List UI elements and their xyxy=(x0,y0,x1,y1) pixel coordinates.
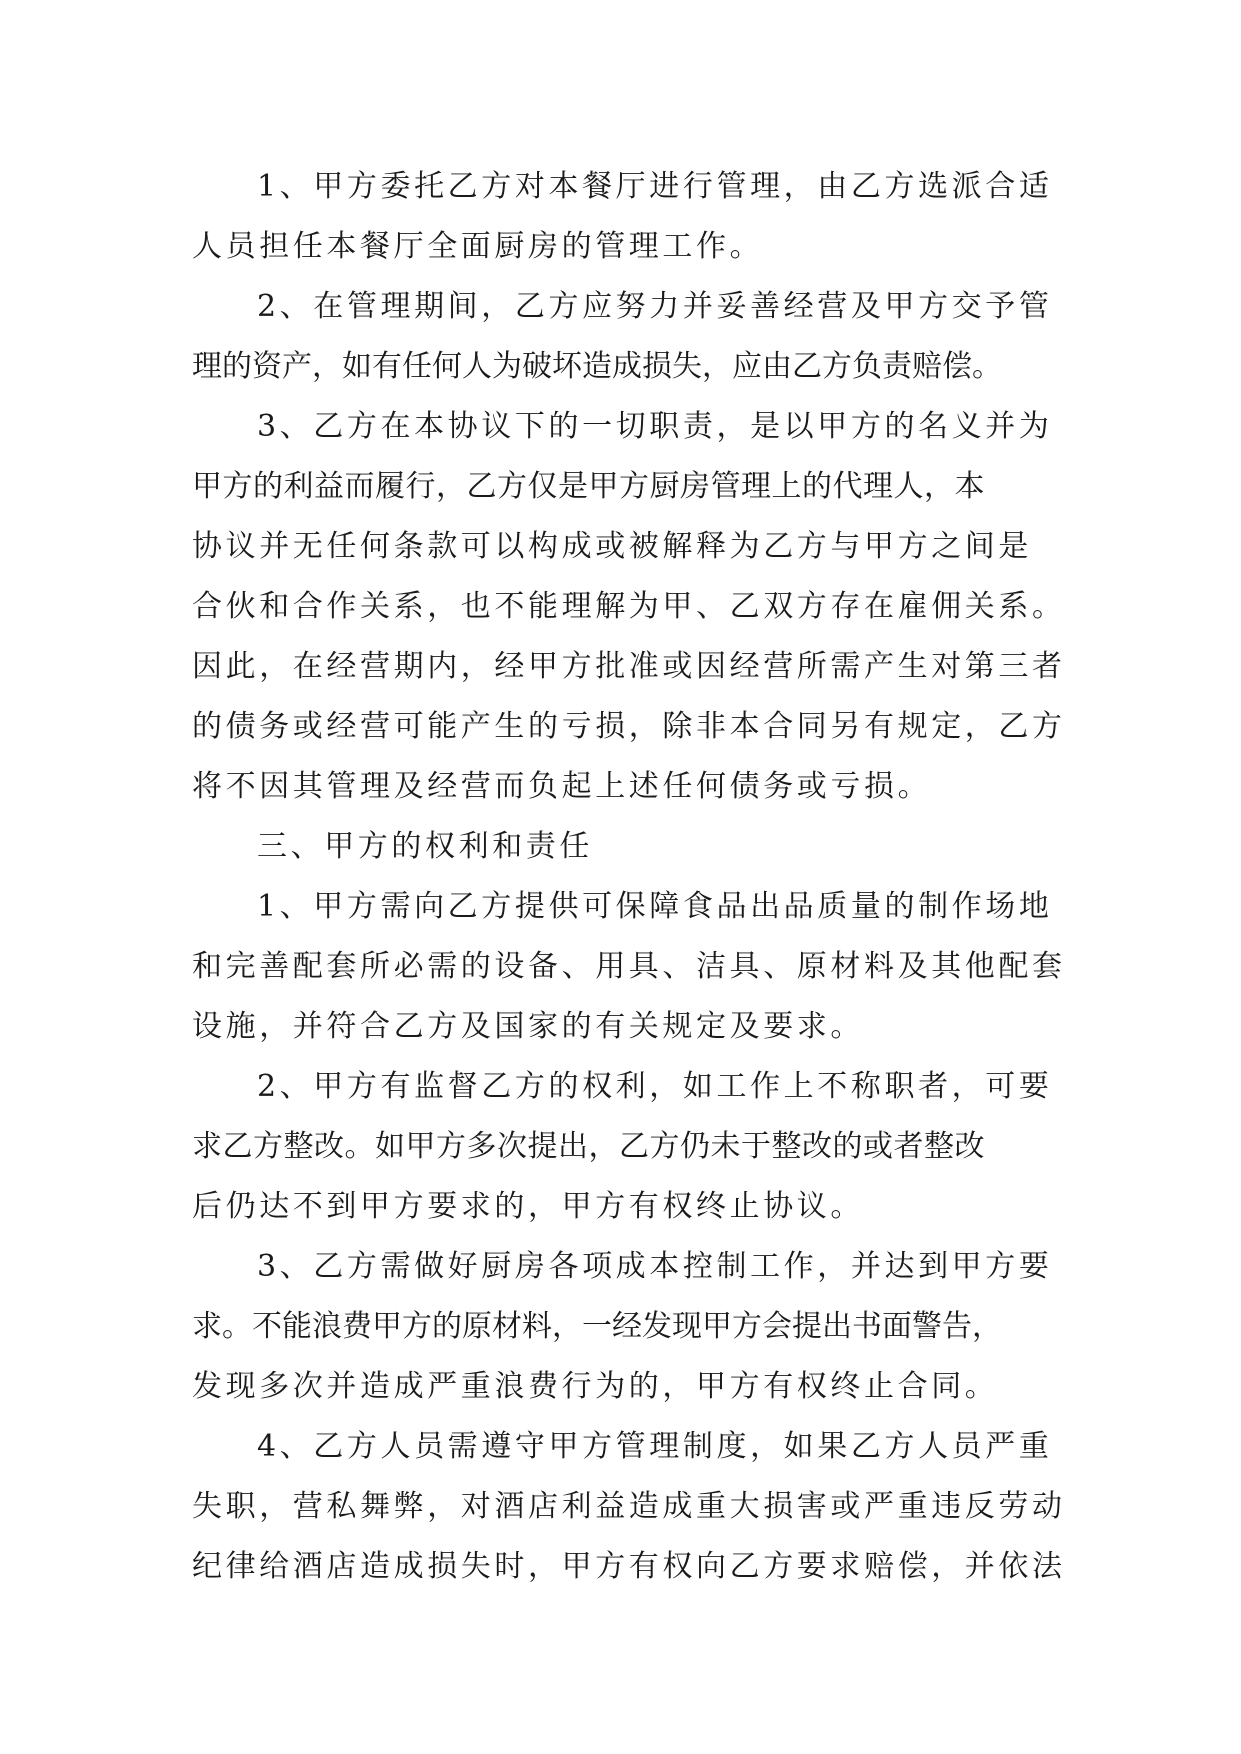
text-line: 3、乙方需做好厨房各项成本控制工作，并达到甲方要 xyxy=(257,1249,1053,1284)
text-line: 协议并无任何条款可以构成或被解释为乙方与甲方之间是 xyxy=(192,529,1032,564)
text-line: 2、甲方有监督乙方的权利，如工作上不称职者，可要 xyxy=(257,1069,1053,1104)
text-line: 三、甲方的权利和责任 xyxy=(257,829,593,864)
text-line: 1、甲方委托乙方对本餐厅进行管理，由乙方选派合适 xyxy=(257,169,1053,204)
text-line: 求乙方整改。如甲方多次提出，乙方仍未于整改的或者整改 xyxy=(192,1129,985,1164)
document-body xyxy=(192,157,1066,1597)
text-line: 4、乙方人员需遵守甲方管理制度，如果乙方人员严重 xyxy=(257,1429,1053,1464)
text-line: 合伙和合作关系，也不能理解为甲、乙双方存在雇佣关系。 xyxy=(192,589,1066,624)
text-line: 纪律给酒店造成损失时，甲方有权向乙方要求赔偿，并依法 xyxy=(192,1549,1066,1584)
text-line: 甲方的利益而履行，乙方仅是甲方厨房管理上的代理人，本 xyxy=(192,469,985,504)
text-line: 理的资产，如有任何人为破坏造成损失，应由乙方负责赔偿。 xyxy=(192,349,1002,384)
text-line: 失职，营私舞弊，对酒店利益造成重大损害或严重违反劳动 xyxy=(192,1489,1066,1524)
text-line: 设施，并符合乙方及国家的有关规定及要求。 xyxy=(192,1009,864,1044)
text-line: 发现多次并造成严重浪费行为的，甲方有权终止合同。 xyxy=(192,1369,999,1404)
text-line: 1、甲方需向乙方提供可保障食品出品质量的制作场地 xyxy=(257,889,1053,924)
text-line: 人员担任本餐厅全面厨房的管理工作。 xyxy=(192,229,764,264)
text-line: 后仍达不到甲方要求的，甲方有权终止协议。 xyxy=(192,1189,864,1224)
text-line: 因此，在经营期内，经甲方批准或因经营所需产生对第三者 xyxy=(192,649,1066,684)
text-line: 3、乙方在本协议下的一切职责，是以甲方的名义并为 xyxy=(257,409,1053,444)
text-line: 求。不能浪费甲方的原材料，一经发现甲方会提出书面警告， xyxy=(192,1309,1002,1344)
text-line: 的债务或经营可能产生的亏损，除非本合同另有规定，乙方 xyxy=(192,709,1066,744)
text-line: 和完善配套所必需的设备、用具、洁具、原材料及其他配套 xyxy=(192,949,1066,984)
text-line: 2、在管理期间，乙方应努力并妥善经营及甲方交予管 xyxy=(257,289,1053,324)
text-line: 将不因其管理及经营而负起上述任何债务或亏损。 xyxy=(192,769,932,804)
